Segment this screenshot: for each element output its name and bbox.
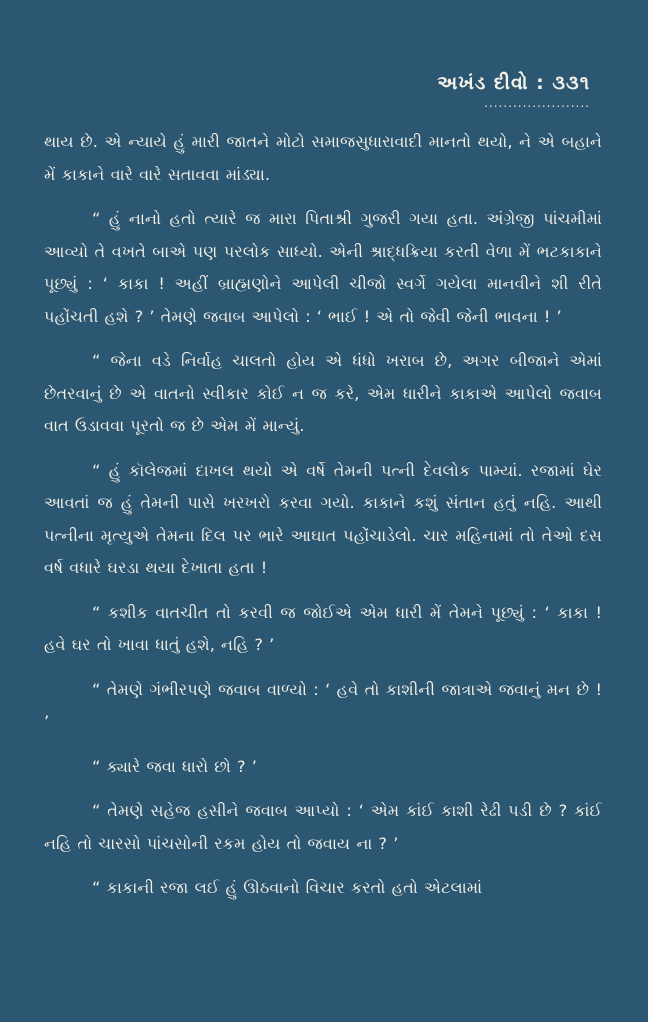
running-header [437, 72, 590, 110]
header-title: અખંડ દીવો : ૩૩૧ [437, 72, 590, 94]
paragraph-6: “ તેમણે ગંભીરપણે જવાબ વાળ્યો : ‘ હવે તો કાશીની જાત્રાએ જવાનું મન છે ! ’ [44, 679, 602, 731]
paragraph-9: “ કાકાની રજા લઈ હું ઊઠવાનો વિચાર કરતો હતો એટલામાં [92, 878, 483, 897]
paragraph-8: “ તેમણે સહેજ હસીને જવાબ આપ્યો : ‘ એમ કાંઈ કાશી રેઢી પડી છે ? કાંઈ નહિ તો ચારસો પાંચસોની રકમ હોય તો જવાય ના ? ’ [44, 801, 602, 853]
paragraph-1: થાય છે. એ ન્યાયે હું મારી જાતને મોટો સમાજસુધારાવાદી માનતો થયો, ને એ બહાને મેં કાકાને વારે વારે સતાવવા માંડ્યા. [44, 132, 602, 184]
header-dotted-rule: ...................... [484, 96, 590, 110]
paragraph-2: “ હું નાનો હતો ત્યારે જ મારા પિતાશ્રી ગુજરી ગયા હતા. અંગ્રેજી પાંચમીમાં આવ્યો તે વખતે બાએ પણ પરલોક સાધ્યો. એની શ્રાદ્ધક્રિયા કરતી વેળા મેં ભટકાકાને પૂછ્યું : ‘ કાકા ! અહીં બ્રાહ્મણોને આપેલી ચીજો સ્વર્ગે ગયેલા માનવીને શી રીતે પહોંચતી હશે ? ’ તેમણે જવાબ આપેલો : ‘ ભાઈ ! એ તો જેવી જેની ભાવના ! ’ [44, 209, 602, 326]
page-body [44, 126, 602, 917]
paragraph-7: “ ક્યારે જવા ધારો છો ? ’ [92, 756, 257, 776]
paragraph-5: “ કશીક વાતચીત તો કરવી જ જોઈએ એમ ધારી મેં તેમને પૂછ્યું : ‘ કાકા ! હવે ઘર તો ખાવા ધાતું હશે, નહિ ? ’ [44, 602, 602, 654]
paragraph-4: “ હું કૉલેજમાં દાખલ થયો એ વર્ષે તેમની પત્ની દેવલોક પામ્યાં. રજામાં ઘેર આવતાં જ હું તેમની પાસે ખરખરો કરવા ગયો. કાકાને કશું સંતાન હતું નહિ. આથી પત્નીના મૃત્યુએ તેમના દિલ પર ભારે આઘાત પહોંચાડેલો. ચાર મહિનામાં તો તેઓ દસ વર્ષ વધારે ઘરડા થયા દેખાતા હતા ! [44, 460, 602, 577]
paragraph-3: “ જેના વડે નિર્વાહ ચાલતો હોય એ ધંધો ખરાબ છે, અગર બીજાને એમાં છેતરવાનું છે એ વાતનો સ્વીકાર કોઈ ન જ કરે, એમ ધારીને કાકાએ આપેલો જવાબ વાત ઉડાવવા પૂરતો જ છે એમ મેં માન્યું. [44, 351, 602, 435]
